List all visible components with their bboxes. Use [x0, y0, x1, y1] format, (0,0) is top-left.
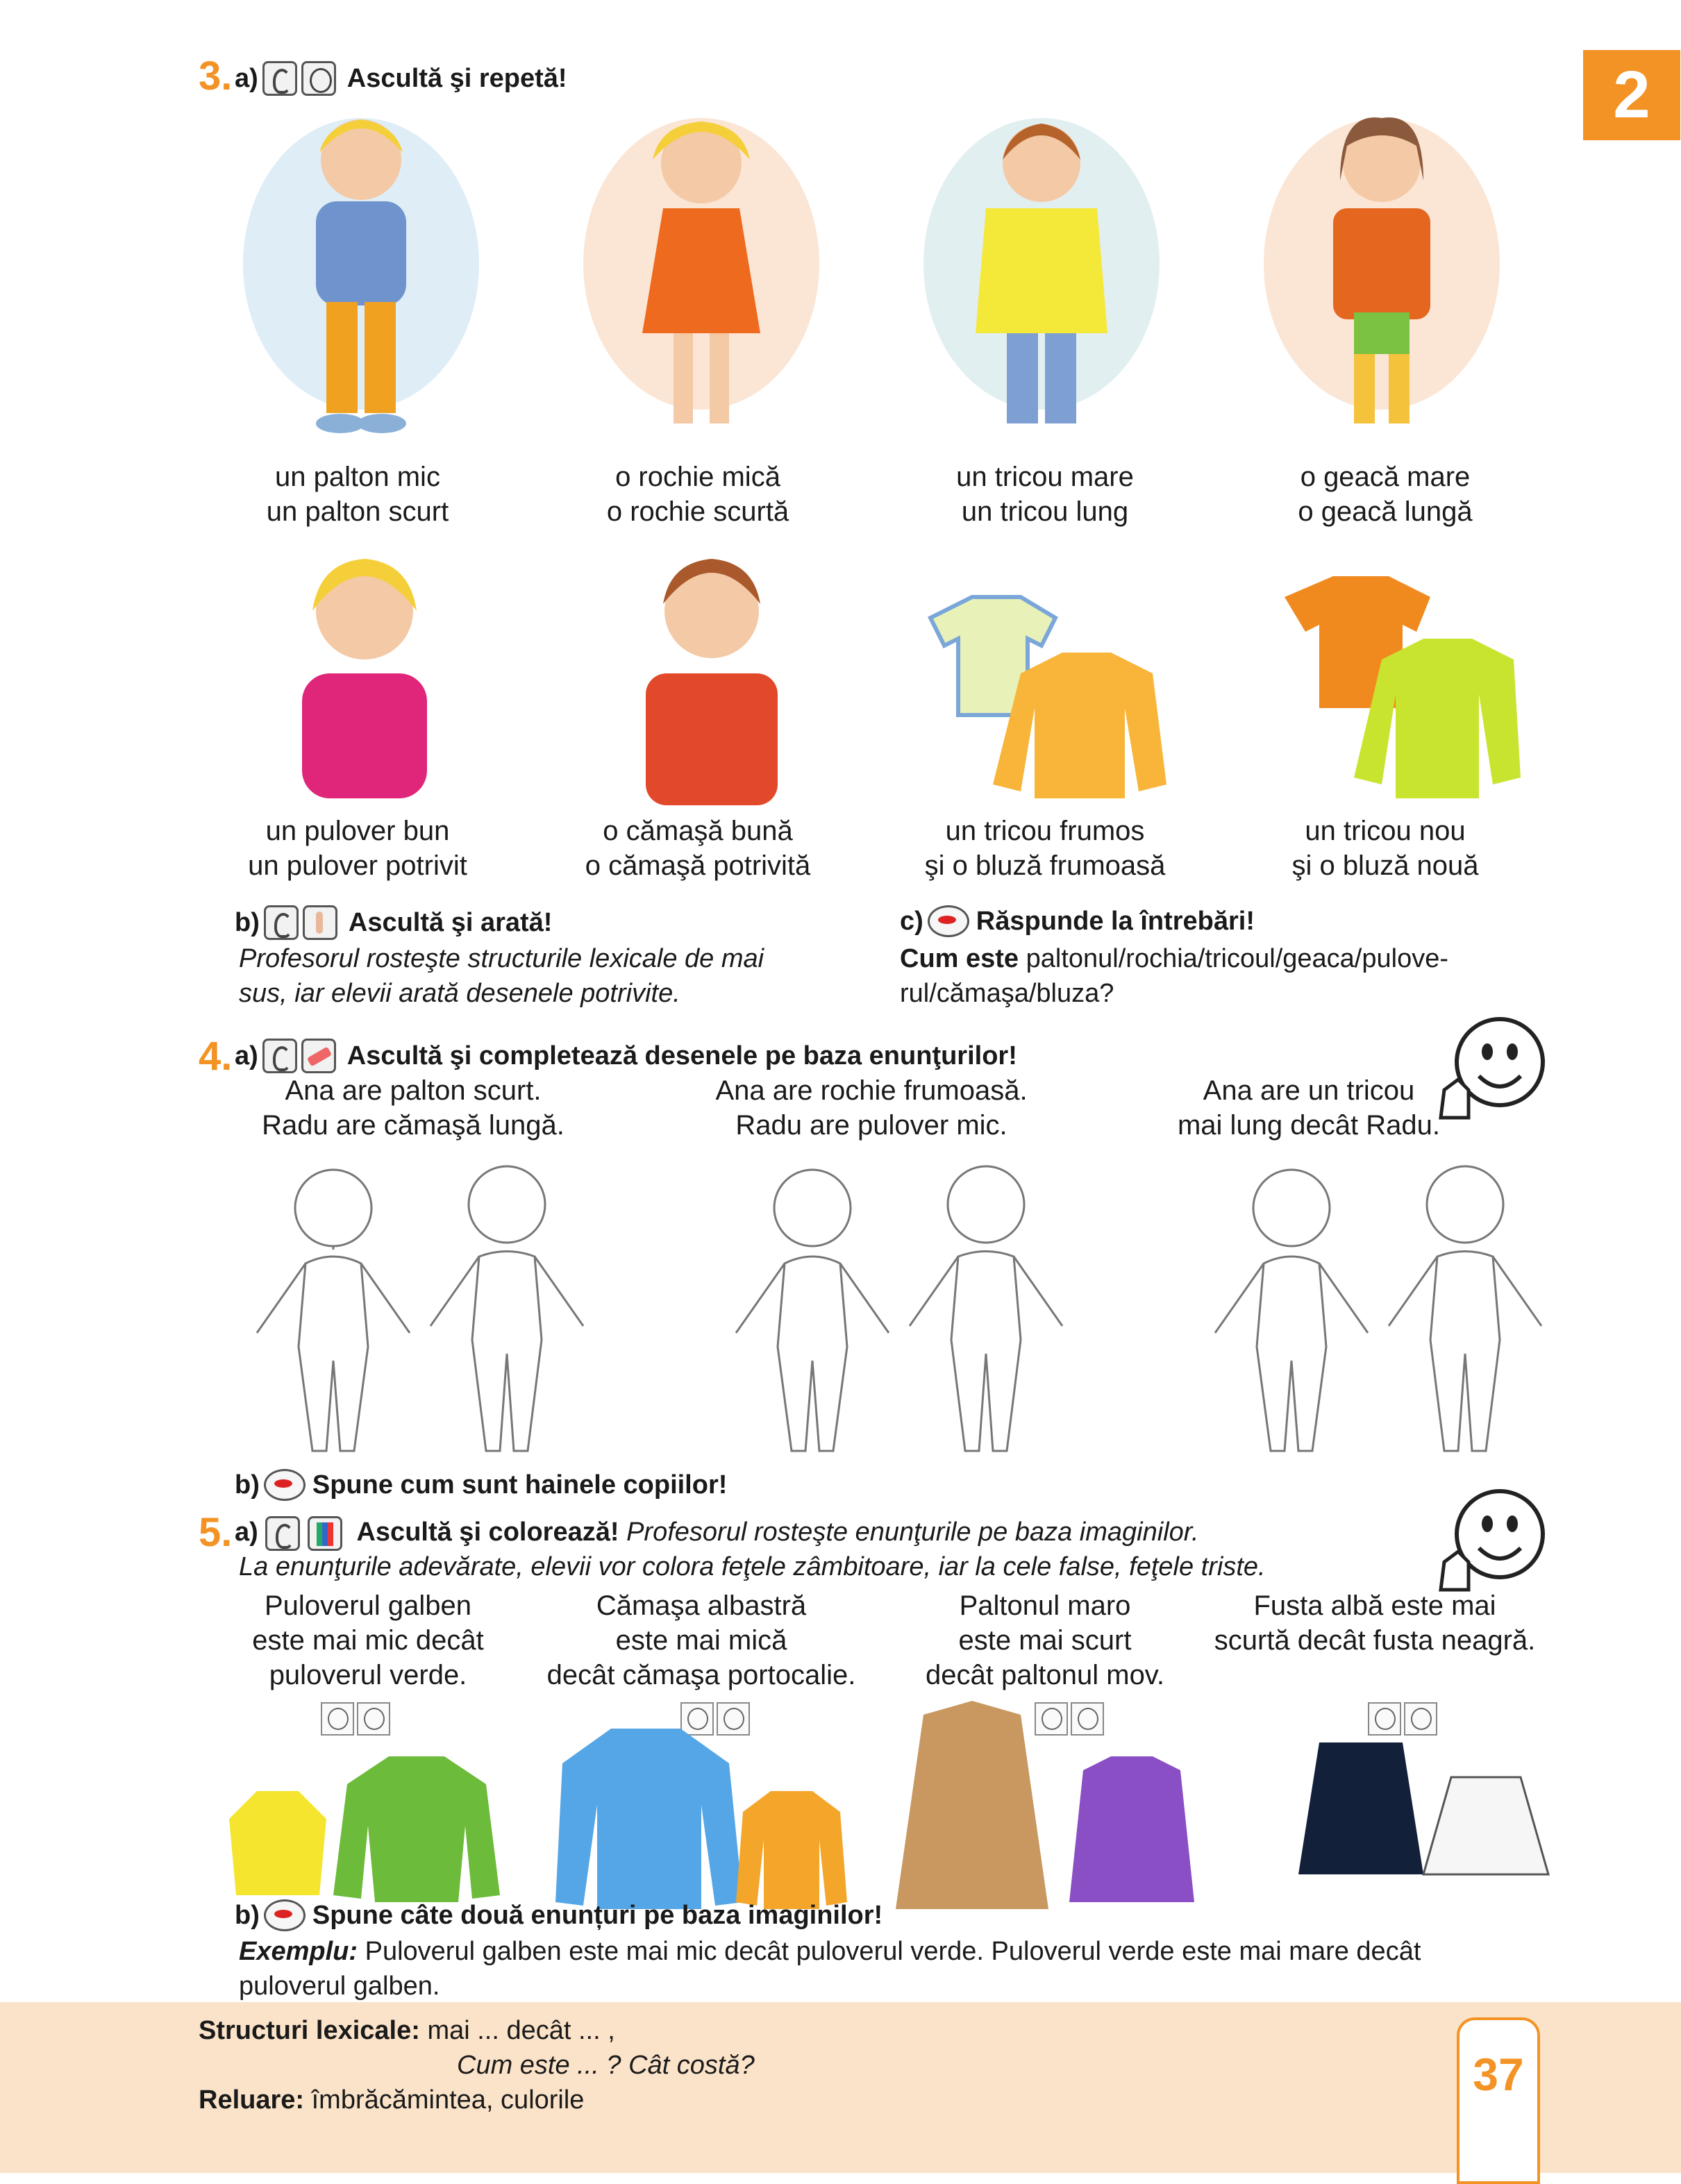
exercise-3a-letter: a)	[235, 63, 258, 93]
exercise-3a-header	[235, 61, 567, 96]
ear-icon	[264, 905, 299, 940]
footer-structures: Structuri lexicale: mai ... decât ... , Cum este ... ? Cât costă? Reluare: îmbrăcămintea, culorile	[199, 2016, 755, 2115]
statement-4-3: Ana are un tricou mai lung decât Radu.	[1177, 1075, 1440, 1141]
exercise-4a-header	[235, 1039, 1017, 1073]
exercise-5a-instruction-1: Profesorul rosteşte enunţurile pe baza imaginilor.	[619, 1518, 1199, 1547]
exercise-3b-title: Ascultă şi arată!	[348, 907, 553, 937]
mouth-icon	[264, 1469, 306, 1501]
exercise-5b-example: Exemplu: Puloverul galben este mai mic decât puloverul verde. Puloverul verde este mai mare decât puloverul galben.	[239, 1937, 1421, 2001]
exercise-3c-header	[900, 905, 1255, 937]
exercise-5a-title: Ascultă şi colorează!	[356, 1518, 619, 1547]
caption-tshirt: un tricou mare un tricou lung	[956, 462, 1134, 527]
ear-icon	[262, 61, 297, 96]
page-number: 37	[1473, 2049, 1524, 2100]
answer-faces-1[interactable]	[321, 1702, 393, 1739]
statement-4-1: Ana are palton scurt. Radu are cămaşă lungă.	[262, 1075, 564, 1141]
outline-children-pair-1	[229, 1152, 618, 1465]
exercise-3c-question: Cum este paltonul/rochia/tricoul/geaca/pulove- rul/cămaşa/bluza?	[900, 944, 1448, 1008]
exercise-4b-header	[235, 1469, 727, 1501]
caption-jacket: o geacă mare o geacă lungă	[1298, 462, 1473, 527]
exercise-5a-header	[235, 1516, 1199, 1551]
caption-dress: o rochie mică o rochie scurtă	[606, 462, 789, 527]
illustration-boy-tshirt	[910, 104, 1173, 451]
illustration-girl-sweater	[250, 535, 479, 812]
illustration-boy-shirt	[597, 535, 826, 812]
colored-pencils-icon	[308, 1516, 342, 1551]
ear-icon	[265, 1516, 300, 1551]
caption-coat: un palton mic un palton scurt	[266, 462, 449, 527]
illustration-skirts-black-white	[1285, 1736, 1562, 1902]
statement-5-4: Fusta albă este mai scurtă decât fusta neagră.	[1214, 1590, 1536, 1656]
sad-face-icon[interactable]	[1404, 1702, 1437, 1736]
statement-5-3: Paltonul maro este mai scurt decât paltonul mov.	[926, 1590, 1164, 1690]
exercise-3c-title: Răspunde la întrebări!	[976, 906, 1255, 936]
happy-face-icon[interactable]	[1368, 1702, 1401, 1736]
illustration-girl-jacket	[1250, 104, 1514, 451]
exercise-5a-instruction-2: La enunţurile adevărate, elevii vor colora feţele zâmbitoare, iar la cele false, feţele triste.	[239, 1552, 1266, 1581]
exercise-5-number: 5.	[199, 1510, 233, 1555]
smiley-thumbs-up-icon	[1430, 1486, 1548, 1604]
exercise-4a-letter: a)	[235, 1041, 258, 1070]
exercise-3b-header	[235, 905, 552, 940]
exercise-3b-instruction: Profesorul rosteşte structurile lexicale de mai sus, iar elevii arată desenele potrivite.	[239, 944, 764, 1008]
page-number-tab	[1457, 2017, 1540, 2184]
sad-face-icon[interactable]	[357, 1702, 390, 1736]
face-icon	[301, 61, 336, 96]
chapter-number: 2	[1613, 58, 1650, 132]
illustration-tshirt-blouse-new	[1271, 555, 1528, 805]
illustration-coats-brown-purple	[896, 1694, 1201, 1916]
illustration-girl-dress	[569, 104, 833, 451]
exercise-4a-title: Ascultă şi completează desenele pe baza enunţurilor!	[346, 1041, 1017, 1070]
happy-face-icon[interactable]	[321, 1702, 354, 1736]
illustration-sweaters-yellow-green	[222, 1736, 507, 1909]
exercise-3b-letter: b)	[235, 907, 260, 937]
outline-children-pair-2	[708, 1152, 1097, 1465]
exercise-5a-letter: a)	[235, 1518, 258, 1547]
exercise-5b-letter: b)	[235, 1900, 260, 1930]
illustration-shirts-blue-orange	[555, 1708, 875, 1916]
illustration-child-coat	[229, 104, 493, 451]
exercise-3c-letter: c)	[900, 906, 923, 936]
caption-sweater: un pulover bun un pulover potrivit	[248, 816, 467, 881]
exercise-5b-title: Spune câte două enunțuri pe baza imaginilor!	[312, 1900, 883, 1930]
exercise-3a-title: Ascultă şi repetă!	[346, 63, 567, 93]
caption-shirt: o cămaşă bună o cămaşă potrivită	[585, 816, 811, 881]
statement-4-2: Ana are rochie frumoasă. Radu are pulover mic.	[715, 1075, 1028, 1141]
illustration-tshirt-blouse	[917, 590, 1173, 805]
pointing-hand-icon	[303, 905, 337, 940]
exercise-4b-letter: b)	[235, 1470, 260, 1500]
chapter-badge	[1583, 50, 1680, 140]
eraser-pencil-icon	[301, 1039, 336, 1073]
statement-5-2: Cămaşa albastră este mai mică decât cămaşa portocalie.	[546, 1590, 856, 1690]
exercise-4b-title: Spune cum sunt hainele copiilor!	[312, 1470, 728, 1500]
exercise-4-number: 4.	[199, 1034, 233, 1079]
exercise-5b-header	[235, 1899, 883, 1931]
caption-tshirt-blouse: un tricou frumos şi o bluză frumoasă	[924, 816, 1166, 881]
outline-children-pair-3	[1187, 1152, 1576, 1465]
mouth-icon	[264, 1899, 306, 1931]
answer-faces-4[interactable]	[1368, 1702, 1440, 1739]
mouth-icon	[928, 905, 969, 937]
statement-5-1: Puloverul galben este mai mic decât puloverul verde.	[252, 1590, 484, 1690]
exercise-3-number: 3.	[199, 53, 233, 99]
smiley-thumbs-up-icon	[1430, 1014, 1548, 1132]
caption-tshirt-blouse-new: un tricou nou şi o bluză nouă	[1291, 816, 1479, 881]
ear-icon	[262, 1039, 297, 1073]
